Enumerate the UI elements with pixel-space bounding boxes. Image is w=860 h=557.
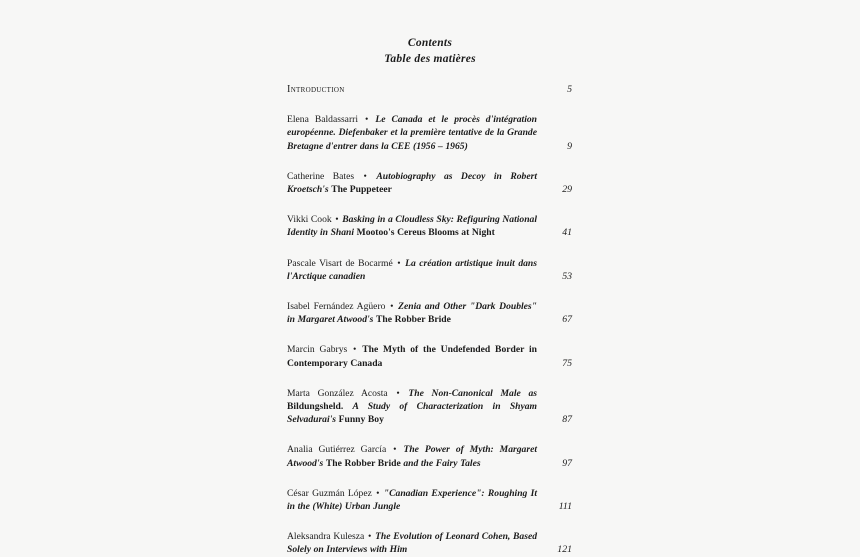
toc-entry-text	[287, 530, 537, 556]
toc-entry-title-part: Introduction	[287, 84, 345, 95]
toc-entry-author: Pascale Visart de Bocarmé	[287, 257, 393, 269]
toc-entry[interactable]	[287, 257, 572, 283]
bullet-separator-icon: •	[372, 487, 383, 499]
toc-entry-text	[287, 343, 537, 369]
table-of-contents-list	[287, 83, 572, 557]
toc-entry-text	[287, 300, 537, 326]
toc-entry-page-number[interactable]: 75	[562, 357, 572, 369]
toc-entry-title-part: Funny Boy	[338, 414, 384, 426]
toc-entry-page-number[interactable]: 9	[567, 140, 572, 152]
toc-entry-text	[287, 83, 537, 96]
toc-entry-text	[287, 170, 537, 196]
toc-entry-page-number[interactable]: 53	[562, 270, 572, 282]
toc-entry[interactable]	[287, 387, 572, 427]
toc-entry-author: Aleksandra Kulesza	[287, 531, 365, 543]
toc-entry-author: Marta González Acosta	[287, 387, 388, 399]
title-line-contents: Contents	[407, 37, 453, 49]
toc-entry[interactable]	[287, 487, 572, 513]
toc-entry-author: César Guzmán López	[287, 487, 372, 499]
bullet-separator-icon: •	[348, 344, 362, 356]
toc-entry[interactable]	[287, 343, 572, 369]
toc-entry-title-part: La création artistique inuit dans l'Arctique canadien	[287, 257, 537, 282]
toc-entry-page-number[interactable]: 29	[562, 184, 572, 196]
toc-entry[interactable]	[287, 213, 572, 239]
toc-entry-author: Catherine Bates	[287, 170, 355, 182]
toc-entry-title-part: Autobiography as Decoy in Robert Kroetsch's	[287, 170, 537, 196]
toc-entry-title-part: The Evolution of Leonard Cohen, Based Solely on Interviews with Him	[287, 531, 538, 556]
toc-entry-page-number[interactable]: 121	[557, 544, 572, 556]
toc-entry-author: Marcin Gabrys	[287, 344, 348, 356]
toc-entry-title-part: "Canadian Experience": Roughing It in the (White) Urban Jungle	[287, 487, 538, 513]
bullet-separator-icon: •	[388, 387, 408, 399]
toc-entry-text	[287, 487, 537, 513]
title-line-table-des-matieres: Table des matières	[384, 52, 476, 65]
bullet-separator-icon: •	[387, 444, 403, 456]
toc-entry-title-part: and the Fairy Tales	[403, 457, 481, 469]
toc-entry-title-part: The Myth of the Undefended Border in Contemporary Canada	[287, 344, 537, 369]
toc-entry[interactable]	[287, 113, 572, 153]
toc-entry-page-number[interactable]: 87	[562, 414, 572, 426]
toc-entry-title-part: Basking in a Cloudless Sky: Refiguring National Identity in Shani	[287, 214, 537, 239]
toc-entry-title-part: The Robber Bride	[325, 457, 404, 469]
toc-entry-author: Elena Baldassarri	[287, 114, 358, 126]
toc-entry-title-part: Le Canada et le procès d'intégration européenne. Diefenbaker et la première tentative de la Grande Bretagne d'entrer dans la CEE (1956 – 1965)	[287, 114, 537, 152]
toc-entry[interactable]	[287, 83, 572, 96]
bullet-separator-icon: •	[332, 214, 342, 226]
toc-entry-title-part: Zenia and Other "Dark Doubles" in Margaret Atwood's	[287, 301, 537, 326]
page-title	[0, 36, 860, 67]
toc-entry-title-part: The Power of Myth: Margaret Atwood's	[287, 444, 537, 469]
toc-entry-text	[287, 113, 537, 153]
toc-entry-page-number[interactable]: 97	[562, 457, 572, 469]
toc-entry-title-part: The Non-Canonical Male as	[408, 387, 537, 399]
bullet-separator-icon: •	[393, 257, 405, 269]
toc-entry-author: Vikki Cook	[287, 214, 332, 226]
toc-entry-page-number[interactable]: 111	[558, 501, 572, 513]
bullet-separator-icon: •	[359, 114, 375, 126]
toc-entry-text	[287, 257, 537, 283]
bullet-separator-icon: •	[386, 301, 398, 313]
toc-entry-page-number[interactable]: 5	[567, 84, 572, 95]
toc-entry-title-part: A Study of Characterization in Shyam Selvadurai's	[287, 401, 538, 426]
toc-entry-author: Analia Gutiérrez García	[287, 444, 387, 456]
toc-entry-title-part: Mootoo's Cereus Blooms at Night	[356, 227, 495, 239]
toc-entry[interactable]	[287, 170, 572, 196]
toc-entry[interactable]	[287, 530, 572, 556]
toc-entry-text	[287, 387, 537, 427]
bullet-separator-icon: •	[365, 531, 375, 543]
toc-entry[interactable]	[287, 443, 572, 469]
toc-entry-page-number[interactable]: 67	[562, 314, 572, 326]
toc-entry-title-part: The Robber Bride	[376, 314, 451, 326]
toc-entry-author: Isabel Fernández Agüero	[287, 301, 386, 313]
toc-entry-title-part: The Puppeteer	[331, 184, 392, 196]
toc-entry-title-part: Bildungsheld.	[287, 401, 353, 413]
toc-entry-text	[287, 443, 537, 469]
toc-entry-page-number[interactable]: 41	[562, 227, 572, 239]
toc-entry-text	[287, 213, 537, 239]
bullet-separator-icon: •	[355, 170, 376, 182]
toc-entry[interactable]	[287, 300, 572, 326]
